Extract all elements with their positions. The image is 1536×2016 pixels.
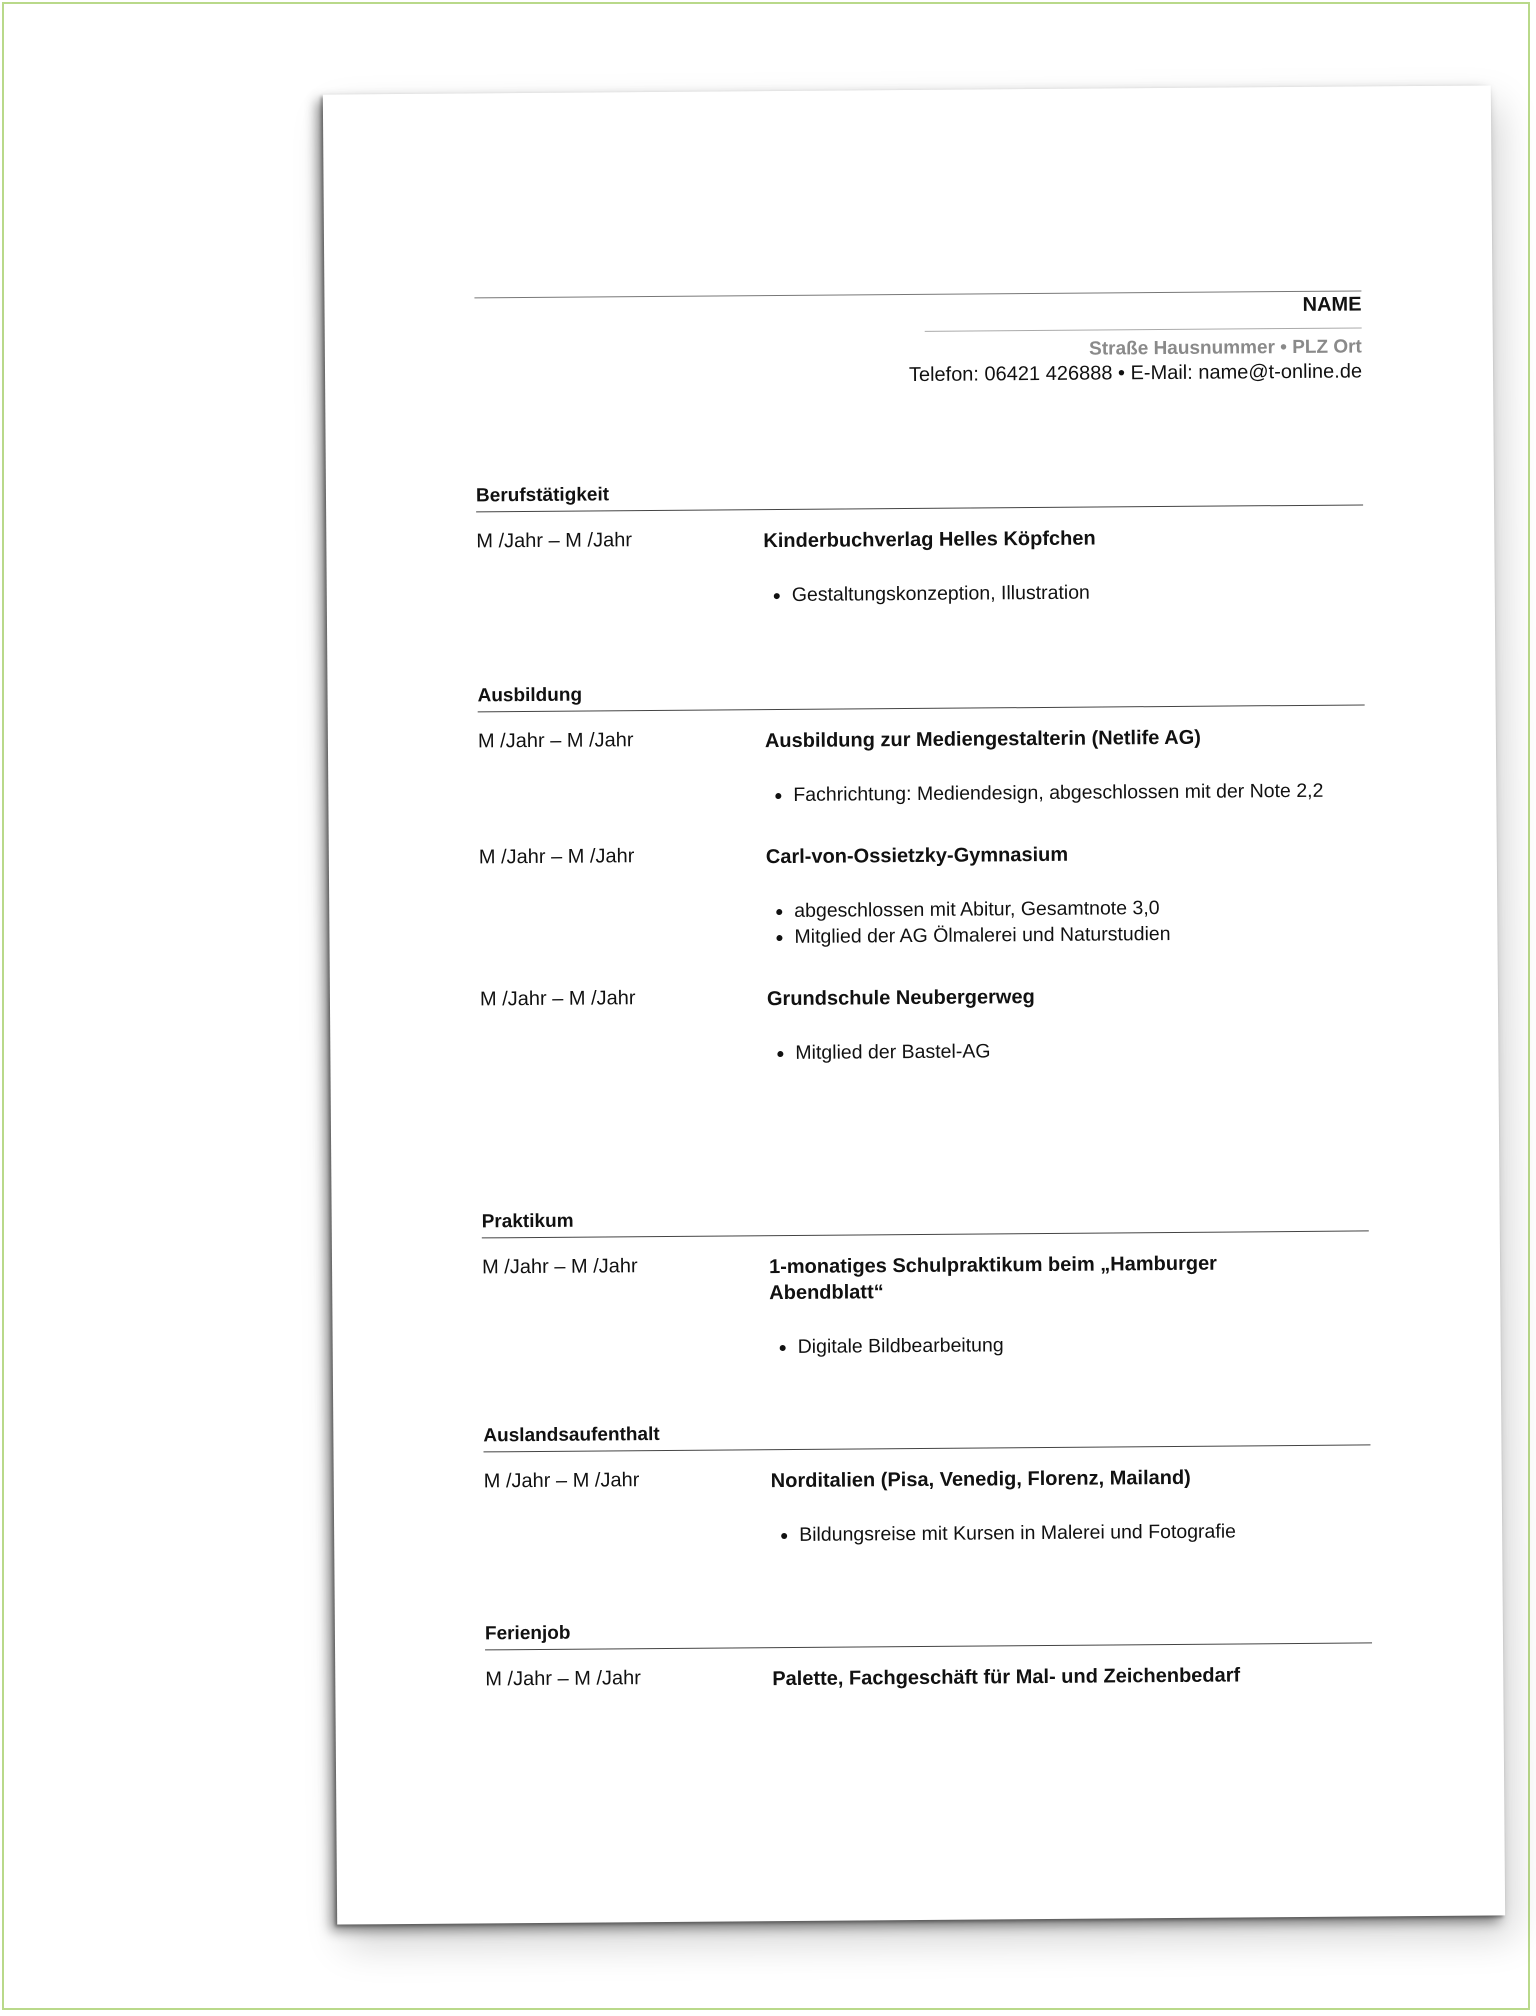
bullet-item: • Bildungsreise mit Kursen in Malerei und Fotografie — [799, 1517, 1371, 1547]
entry-organization: Palette, Fachgeschäft für Mal- und Zeichenbedarf — [772, 1664, 1241, 1691]
entry-date: M /Jahr – M /Jahr — [483, 1469, 640, 1493]
entry-organization: Kinderbuchverlag Helles Köpfchen — [763, 527, 1096, 553]
entry-bullets — [765, 777, 1365, 808]
entry-organization: Ausbildung zur Mediengestalterin (Netlife AG) — [764, 726, 1201, 753]
name-rule — [925, 327, 1362, 331]
bullet-item: • Mitglied der AG Ölmalerei und Naturstudien — [794, 919, 1366, 949]
entry-date: M /Jahr – M /Jahr — [476, 529, 633, 553]
cv-entry — [478, 723, 1366, 810]
cv-entry — [485, 1661, 1372, 1698]
section-title: Auslandsaufenthalt — [483, 1418, 1370, 1452]
entry-bullets — [770, 1329, 1370, 1360]
header-rule — [474, 290, 1361, 298]
cv-entry — [484, 1463, 1372, 1550]
entry-organization: Grundschule Neubergerweg — [766, 986, 1035, 1011]
cv-entry — [479, 839, 1367, 952]
document-page — [323, 85, 1505, 1924]
entry-date: M /Jahr – M /Jahr — [477, 729, 634, 753]
entry-date: M /Jahr – M /Jahr — [481, 1255, 638, 1279]
bullet-item: • Mitglied der Bastel-AG — [795, 1035, 1367, 1065]
bullet-item: • Gestaltungskonzeption, Illustration — [792, 577, 1364, 607]
section-praktikum — [482, 1204, 1370, 1362]
section-title: Ausbildung — [477, 678, 1364, 712]
cv-entry — [476, 523, 1364, 610]
bullet-item: • abgeschlossen mit Abitur, Gesamtnote 3,0 — [794, 893, 1366, 923]
section-ausbildung — [477, 678, 1367, 1068]
entry-date: M /Jahr – M /Jahr — [478, 845, 635, 869]
address-line: Straße Hausnummer • PLZ Ort — [1089, 336, 1362, 360]
contact-line: Telefon: 06421 426888 • E-Mail: name@t-online.de — [908, 360, 1363, 387]
bullet-item: • Fachrichtung: Mediendesign, abgeschlossen mit der Note 2,2 — [793, 778, 1345, 808]
section-berufstaetigkeit — [476, 478, 1364, 610]
entry-date: M /Jahr – M /Jahr — [479, 987, 636, 1011]
entry-bullets — [771, 1517, 1371, 1548]
section-title: Berufstätigkeit — [476, 478, 1363, 512]
entry-bullets — [766, 893, 1366, 950]
entry-organization: Norditalien (Pisa, Venedig, Florenz, Mailand) — [770, 1466, 1191, 1493]
bullet-item: • Digitale Bildbearbeitung — [798, 1329, 1370, 1359]
cv-entry — [480, 981, 1368, 1068]
entry-date: M /Jahr – M /Jahr — [485, 1667, 641, 1691]
section-auslandsaufenthalt — [483, 1418, 1371, 1550]
section-title: Praktikum — [482, 1204, 1369, 1238]
section-title: Ferienjob — [485, 1616, 1372, 1650]
entry-bullets — [764, 577, 1364, 608]
section-ferienjob — [485, 1616, 1373, 1698]
entry-organization: Carl-von-Ossietzky-Gymnasium — [765, 843, 1069, 869]
applicant-name: NAME — [1302, 293, 1362, 316]
entry-organization: 1-monatiges Schulpraktikum beim „Hamburger Abendblatt“ — [768, 1252, 1218, 1305]
entry-bullets — [767, 1035, 1367, 1066]
cv-entry — [482, 1249, 1370, 1362]
